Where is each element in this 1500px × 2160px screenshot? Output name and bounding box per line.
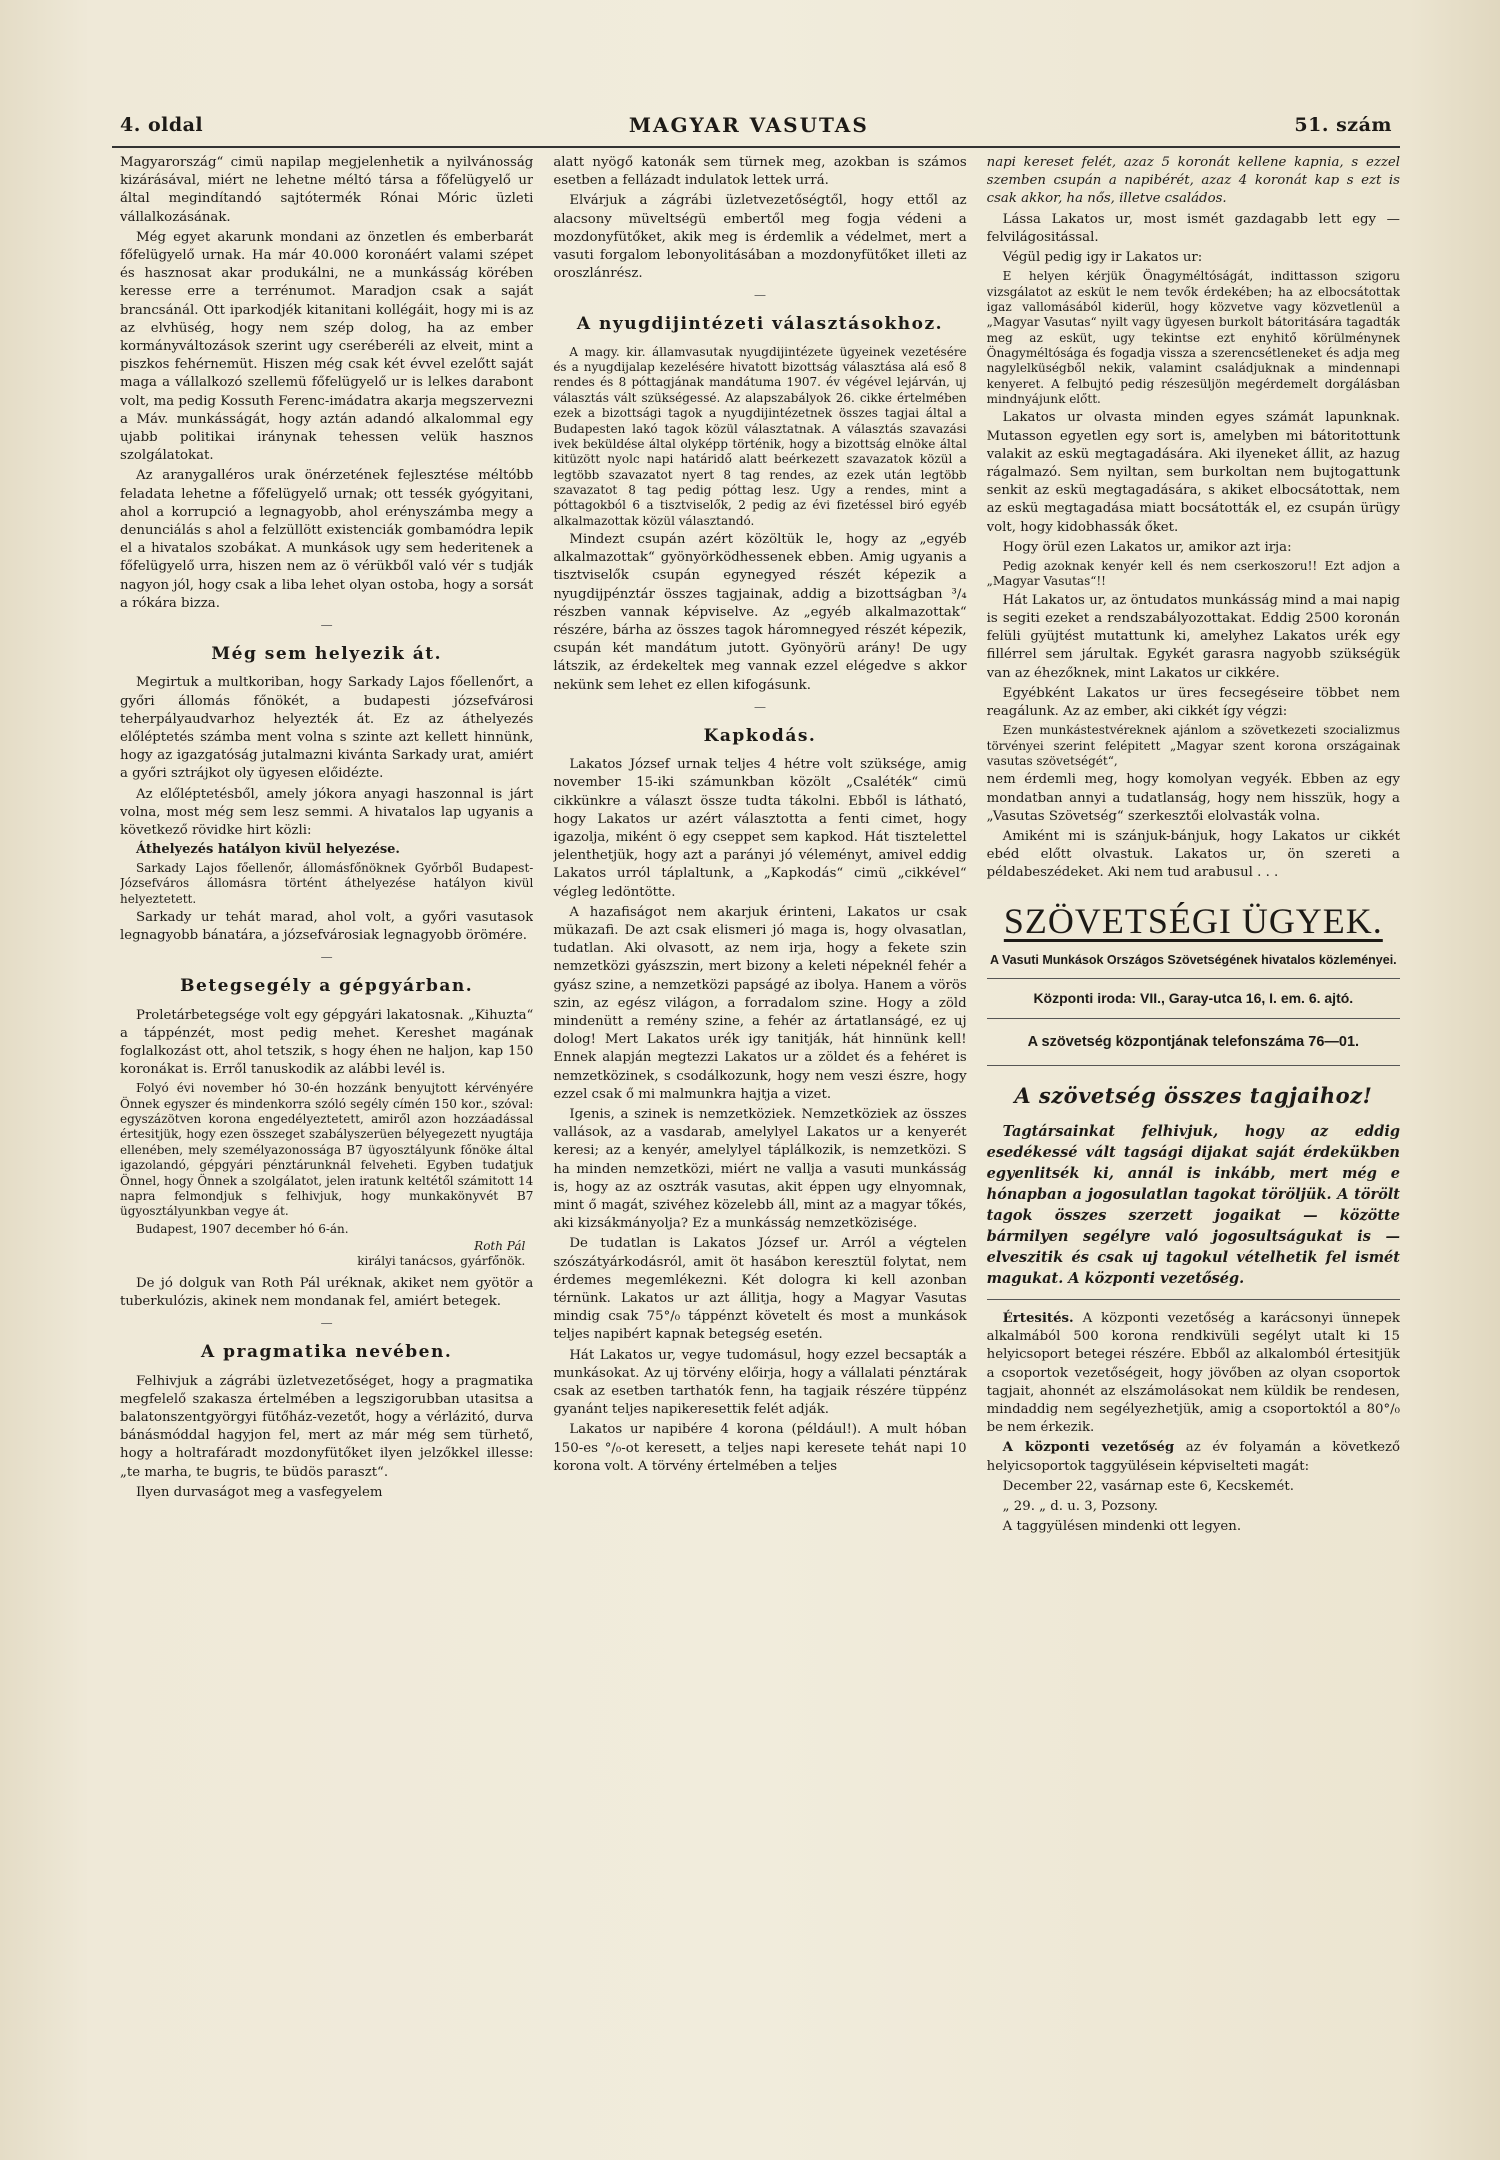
paragraph: Hát Lakatos ur, az öntudatos munkásság mind a mai napig is segiti ezeket a rendszabályozottakat. Eddig 2500 koronán felüli gyüjtést mutattunk ki, amelyhez Lakatos urék egy fillérrel sem járultak. Egykét garasra nagyobb szükségük van az éhezőknek, mint Lakatos ur cikkére. xyxy=(986,592,1400,681)
signature-title: királyi tanácsos, gyárfőnök. xyxy=(357,1253,526,1268)
paragraph: Igenis, a szinek is nemzetköziek. Nemzetköziek az összes vallások, az a vasdarab, amelylyel Lakatos ur a kenyerét keresi; az a kenyér, amelylyel táplálkozik, is nemzetközi. S ha minden nemzetközi, miért ne vallja a vasuti munkásság is, hogy az az osztrák vasutas, akit éppen ugy elnyomnak, mint ő magát, szivéhez közelebb áll, mint az a magyar tőkés, aki kizsákmányolja? Ez a munkásság nemzetközisége. xyxy=(553,1106,967,1232)
closing-line: A taggyülésen mindenki ott legyen. xyxy=(1002,1519,1242,1535)
divider xyxy=(987,978,1400,979)
paragraph: Végül pedig igy ir Lakatos ur: xyxy=(1002,250,1203,266)
paragraph: Még egyet akarunk mondani az önzetlen és emberbarát főfelügyelő urnak. Ha már 40.000 koronáért valami szépet és hasznosat akar produkálni, ne a munkásság körében keresse erre a terrénumot. Maradjon csak a saját brancsánál. Ott iparkodjék kitanitani kollégáit, hogy mi is az az elvhüség, hogy nem szép dolog, ha az ember kormányváltozások szerint ugy cseréberéli az elveit, mint a piszkos fehérnemüt. Hiszen még csak két évvel ezelőtt saját maga a vállalkozó szellemü főfelügyelő ur is lelkes darabont volt, ma pedig Kossuth Ferenc-imádatra akarja megszervezni a Máv. munkásságát, hogy aztán adandó alkalommal egy ujabb politikai iránynak tehessen velük hasznos szolgálatokat. xyxy=(120,229,534,464)
page-number: 4. oldal xyxy=(120,114,204,136)
paragraph: Megirtuk a multkoriban, hogy Sarkady Lajos főellenőrt, a győri állomás főnökét, a budapesti józsefvárosi teherpályaudvarhoz helyezték át. Ez az áthelyezés előléptetés számba ment volna s szinte azt kellett hinnünk, hogy az igazgatóság jutalmazni kivánta Sarkady urat, amiért a győri sztrájkot oly ügyesen előidézte. xyxy=(120,675,534,782)
notice-title: Áthelyezés hatályon kivül helyezése. xyxy=(136,842,400,858)
paragraph: Lakatos József urnak teljes 4 hétre volt szüksége, amig november 15-iki számunkban közölt „Csaléték“ cimü cikkünkre a választ össze tudta tákolni. Ebből is látható, hogy Lakatos ur azért választotta a fenti cimet, hogy igazolja, miként ö egy cseppet sem kapkod. Hát tisztelettel jelenthetjük, hogy azt a parányi jó véleményt, amivel eddig Lakatos urról táplaltunk, a „Kapkodás“ cimü „cikkével“ végleg ledöntötte. xyxy=(553,757,967,900)
notice-paragraph xyxy=(987,1310,1400,1437)
divider xyxy=(987,1065,1400,1066)
column-1 xyxy=(120,154,533,2148)
paragraph: Proletárbetegsége volt egy gépgyári lakatosnak. „Kihuzta“ a táppénzét, most pedig mehet. Kereshet magának foglalkozást ott, ahol tetszik, s hogy éhen ne haljon, kap 150 koronákat is. Erről tanuskodik az alábbi levél is. xyxy=(120,1007,534,1078)
paragraph: Elvárjuk a zágrábi üzletvezetőségtől, hogy ettől az alacsony müveltségü embertől meg fogja védeni a mozdonyfütőket, akik meg is érdemlik a védelmet, mert a vasuti forgalom lebonyolitásában a mozdonyfütőket illeti az oroszlánrész. xyxy=(553,193,967,282)
office-line: Központi iroda: VII., Garay-utca 16, I. em. 6. ajtó. xyxy=(1033,990,1354,1007)
divider xyxy=(987,1018,1400,1019)
section-title: SZÖVETSÉGI ÜGYEK. xyxy=(1003,900,1383,941)
meeting-lead: A központi vezetőség xyxy=(1002,1440,1175,1456)
article-heading: Kapkodás. xyxy=(703,725,817,746)
quote: Ezen munkástestvéreknek ajánlom a szövetkezeti szocializmus törvényei szerint felépitett „Magyar szent korona országainak vasutas szövetségét“, xyxy=(986,723,1400,768)
signature xyxy=(120,1239,525,1269)
notice-body: Sarkady Lajos főellenőr, állomásfőnöknek Győrből Budapest-Józsefváros állomásra történt áthelyezése hatályon kivül helyeztetett. xyxy=(120,860,534,906)
paragraph: Felhivjuk a zágrábi üzletvezetőséget, hogy a pragmatika megfelelő szakasza értelmében a legszigorubban utasitsa a balatonszentgyörgyi fütőház-vezetőt, hogy a vérlázitó, durva bánásmóddal hagyjon fel, mert az már még sem türhető, hogy a holtrafáradt mozdonyfütőket ilyen jelzőkkel illesse: „te marha, te bugris, te büdös paraszt“. xyxy=(120,1373,534,1480)
meeting-body: az év folyamán a következő helyicsoportok taggyülésein képviselteti magát: xyxy=(986,1440,1400,1474)
divider xyxy=(987,1299,1400,1300)
paragraph: Amiként mi is szánjuk-bánjuk, hogy Lakatos ur cikkét ebéd előtt olvastuk. Lakatos ur, ön szereti a példabeszédeket. Aki nem tud arabusul . . . xyxy=(986,828,1400,881)
divider: — xyxy=(753,699,766,714)
paragraph: Az aranygalléros urak önérzetének fejlesztése méltóbb feladata lehetne a főfelügyelő urnak; ott tessék gyógyitani, ahol a korrupció a legnagyobb, ahol erényszámba megy a denunciálás s ahol a felzüllött existenciák gombamódra lepik el a hivatalos szobákat. A munkások ugy sem hederitenek a főfelügyelő urra, hiszen nem az ö vérükből való vér s tudják nagyon jól, hogy csak a liba lehet olyan ostoba, hogy a sorsát a rókára bizza. xyxy=(120,468,534,611)
divider: — xyxy=(320,618,333,633)
paragraph: Lakatos ur napibére 4 korona (például!). A mult hóban 150-es °/₀-ot keresett, a teljes napi keresete tehát napi 10 korona volt. A törvény értelmében a teljes xyxy=(553,1422,967,1474)
appeal-body: Tagtársainkat felhivjuk, hogy az eddig esedékessé vált tagsági dijakat saját érdekükben egyenlitsék ki, annál is inkább, mert még e hónapban a jogosulatlan tagokat töröljük. A törölt tagok összes szerzett jogaikat — közötte bármilyen segélyre való jogosultságukat is — elveszitik és csak uj tagokul vételhetik fel ismét magukat. A központi vezetőség. xyxy=(986,1122,1400,1287)
issue-number: 51. szám xyxy=(1294,114,1392,136)
paragraph: napi kereset felét, azaz 5 koronát kellene kapnia, s ezzel szemben csupán a napibérét, azaz 4 koronát kap s ezt is csak akkor, ha nős, illetve családos. xyxy=(986,155,1400,207)
paragraph: Magyarország“ cimü napilap megjelenhetik a nyilvánosság kizárásával, miért ne lehetne méltó társa a főfelügyelő ur által megindítandó sajtótermék Rónai Móric üzleti vállalkozásának. xyxy=(120,155,534,225)
notice-lead: Értesités. xyxy=(1002,1311,1074,1326)
meeting-line: December 22, vasárnap este 6, Kecskemét. xyxy=(1002,1478,1294,1494)
article-heading: A nyugdijintézeti választásokhoz. xyxy=(576,314,944,335)
signature-name: Roth Pál xyxy=(474,1238,526,1253)
paragraph: De tudatlan is Lakatos József ur. Arról a végtelen szószátyárkodásról, amit öt hasábon keresztül folytat, nem érdemes megemlékezni. Két dologra ki kell azonban térnünk. Lakatos ur azt állitja, hogy a Magyar Vasutas mindig csak 75°/₀ táppénzt követelt és most a munkások teljes napibért kapnak betegség esetén. xyxy=(553,1236,967,1343)
paragraph: Egyébként Lakatos ur üres fecsegéseire többet nem reagálunk. Az az ember, aki cikkét így végzi: xyxy=(986,685,1400,720)
letter-date: Budapest, 1907 december hó 6-án. xyxy=(136,1221,349,1236)
paragraph: nem érdemli meg, hogy komolyan vegyék. Ebben az egy mondatban annyi a tudatlanság, hogy nem hisszük, hogy a „Vasutas Szövetség“ szerkesztői elolvasták volna. xyxy=(986,772,1400,824)
article-heading: Még sem helyezik át. xyxy=(211,644,442,665)
paragraph: Az előléptetésből, amely jókora anyagi haszonnal is járt volna, most még sem lesz semmi. A hivatalos lap ugyanis a következő rövidke hirt közli: xyxy=(120,786,534,838)
page-header xyxy=(120,110,1392,140)
notice-body: A központi vezetőség a karácsonyi ünnepek alkalmából 500 korona rendkivüli segélyt utalt ki 15 helyicsoport betegei részére. Ebből az alkalomból értesitjük a csoportok vezetőségeit, hogy jövőben az olyan csoportok tagjait, ahonnét az elszámolásokat nem küldik be rendesen, mindaddig nem segélyezhetjük, amig a csoportoktól a 80°/₀ be nem érkezik. xyxy=(986,1311,1400,1436)
notice-body: A magy. kir. államvasutak nyugdijintézete ügyeinek vezetésére és a nyugdijalap kezelésére hivatott bizottság választása alá eső 8 rendes és 8 póttagjának mandátuma 1907. év végével lejárván, uj választás vált szükségessé. Az alapszabályok 26. cikke értelmében ezek a bizottsági tagok a nyugdijintézetnek összes tagjai által a Budapesten lakó tagok közül választatnak. A választás szavazási ivek beküldése által olyképp történik, hogy a bizottság elnöke által kitüzött nyolc napi határidő alatt beérkezett szavazatok közül a legtöbb szavazatot nyert 8 tag rendes, az ezek után legtöbb szavazatot 8 tag pedig póttag lesz. Ugy a rendes, mint a póttagokból 6 a tisztviselők, 2 pedig az évi fizetéssel biró egyéb alkalmazottak közül választandó. xyxy=(553,344,967,528)
paragraph: Lássa Lakatos ur, most ismét gazdagabb lett egy — felvilágositással. xyxy=(986,211,1400,245)
column-3 xyxy=(987,154,1400,2148)
meeting-paragraph xyxy=(987,1439,1400,1475)
paragraph: Lakatos ur olvasta minden egyes számát lapunknak. Mutasson egyetlen egy sort is, amelyben mi bátoritottunk valakit az eskü megtagadására. Aki ilyeneket állit, az hazug rágalmazó. Sem nyiltan, sem burkoltan nem bujtogattunk senkit az eskü megtagadására, s akiket elbocsátottak, nem az eskü megtagadása miatt bocsátották el, ez csupán ürügy volt, hogy kidobhassák őket. xyxy=(986,410,1400,535)
columns xyxy=(120,154,1400,2148)
paragraph: Mindezt csupán azért közöltük le, hogy az „egyéb alkalmazottak“ gyönyörködhessenek ebben. Amig ugyanis a tisztviselők csupán egynegyed részét képezik a nyugdijpénztár összes tagjainak, addig a bizottságban ³/₄ részben vannak képviselve. Az „egyéb alkalmazottak“ részére, bárha az összes tagok háromnegyed részét képezik, csupán két mandátum jutott. Gyönyörü arány! De ugy látszik, az érdekeltek meg vannak ezzel elégedve s akkor nekünk sem lehet ez ellen kifogásunk. xyxy=(553,532,967,693)
paragraph: A hazafiságot nem akarjuk érinteni, Lakatos ur csak mükazafi. De azt csak elismeri jó maga is, hogy olvasatlan, tudatlan. Aki olvasott, az nem irja, hogy a fekete szin nemzetközi gyászszin, mert bizony a keleti népeknél fehér a gyász szine, a nemzetközi papságé az ibolya. Hanem a vörös szin, az egész világon, a forradalom szine. Hogy a zöld mindenütt a remény szine, a fehér az ártatlanságé, ez uj dolog! Mert Lakatos urék igy tanitják, hát hinnünk kell! Ennek alapján megtezzi Lakatos ur a zöldet és a fehéret is nemzetközinek, s csodálkozunk, hogy nem veszi észre, hogy ezzel csak ő mi malmunkra hajtja a vizet. xyxy=(553,904,967,1102)
article-heading: Betegsegély a gépgyárban. xyxy=(180,976,474,997)
paragraph: De jó dolguk van Roth Pál uréknak, akiket nem gyötör a tuberkulózis, akinek nem mondanak fel, amiért betegek. xyxy=(120,1275,534,1310)
paragraph: Hogy örül ezen Lakatos ur, amikor azt irja: xyxy=(1002,539,1292,555)
letter-quote: Folyó évi november hó 30-én hozzánk benyujtott kérvényére Önnek egyszer és mindenkorra szóló segély címén 150 kor., szóval: egyszázötven korona engedélyeztetett, amiről azon hozzáadással értesitjük, hogy ezen összeget szabályszerüen bélyegezett nyugtája ellenében, mely személyazonossága B7 ügyosztályunk főnöke által igazolandó, gépgyári pénztárunknál felveheti. Egyben tudatjuk Önnel, hogy Önnek a szolgálatot, jelen iratunk keltétől számitott 14 napra felmondjuk s felhivjuk, hogy munkakönyvét B7 ügyosztályunkban vegye át. xyxy=(120,1081,534,1219)
quote: Pedig azoknak kenyér kell és nem cserkoszoru!! Ezt adjon a „Magyar Vasutas“!! xyxy=(986,559,1400,589)
divider: — xyxy=(753,288,766,303)
header-rule xyxy=(112,146,1400,148)
paragraph: Ilyen durvaságot meg a vasfegyelem xyxy=(136,1484,383,1500)
newspaper-title: MAGYAR VASUTAS xyxy=(628,113,869,137)
divider: — xyxy=(320,1316,333,1331)
paragraph: Hát Lakatos ur, vegye tudomásul, hogy ezzel becsapták a munkásokat. Az uj törvény előirja, hogy a vállalati pénztárak csak az esetben tarthatók fenn, ha tagjaik részére tüppénz gyanánt teljes napikeresettik felét adják. xyxy=(553,1347,967,1418)
quote: E helyen kérjük Önagyméltóságát, indittasson szigoru vizsgálatot az esküt le nem tevők érdekében; ha az elbocsátottak igaz vallomásából kiderül, hogy közvetve vagy közvetlenül a „Magyar Vasutas“ nyilt vagy ügyesen burkolt bátoritására tagadták meg az esküt, ugy tekintse ezt enyhitő körülménynek Önagyméltósága és fogadja vissza a szerencsétleneket és adja meg nagylelküségből nekik, valamint családjuknak a mindennapi kenyeret. A felbujtó pedig részesüljön megérdemelt dorgálásban mindnyájunk előtt. xyxy=(986,269,1400,407)
divider: — xyxy=(320,950,333,965)
appeal-heading: A szövetség összes tagjaihoz! xyxy=(1014,1083,1373,1109)
paragraph: Sarkady ur tehát marad, ahol volt, a győri vasutasok legnagyobb bánatára, a józsefvárosiak legnagyobb örömére. xyxy=(120,909,534,944)
paragraph: alatt nyögő katonák sem türnek meg, azokban is számos esetben a fellázadt indulatok lettek urrá. xyxy=(553,155,967,189)
phone-line: A szövetség központjának telefonszáma 76—01. xyxy=(1027,1034,1360,1051)
meeting-line: „ 29. „ d. u. 3, Pozsony. xyxy=(1002,1499,1158,1515)
column-2 xyxy=(553,154,966,2148)
article-heading: A pragmatika nevében. xyxy=(201,1342,453,1363)
org-line: A Vasuti Munkások Országos Szövetségének hivatalos közleményei. xyxy=(990,952,1397,967)
